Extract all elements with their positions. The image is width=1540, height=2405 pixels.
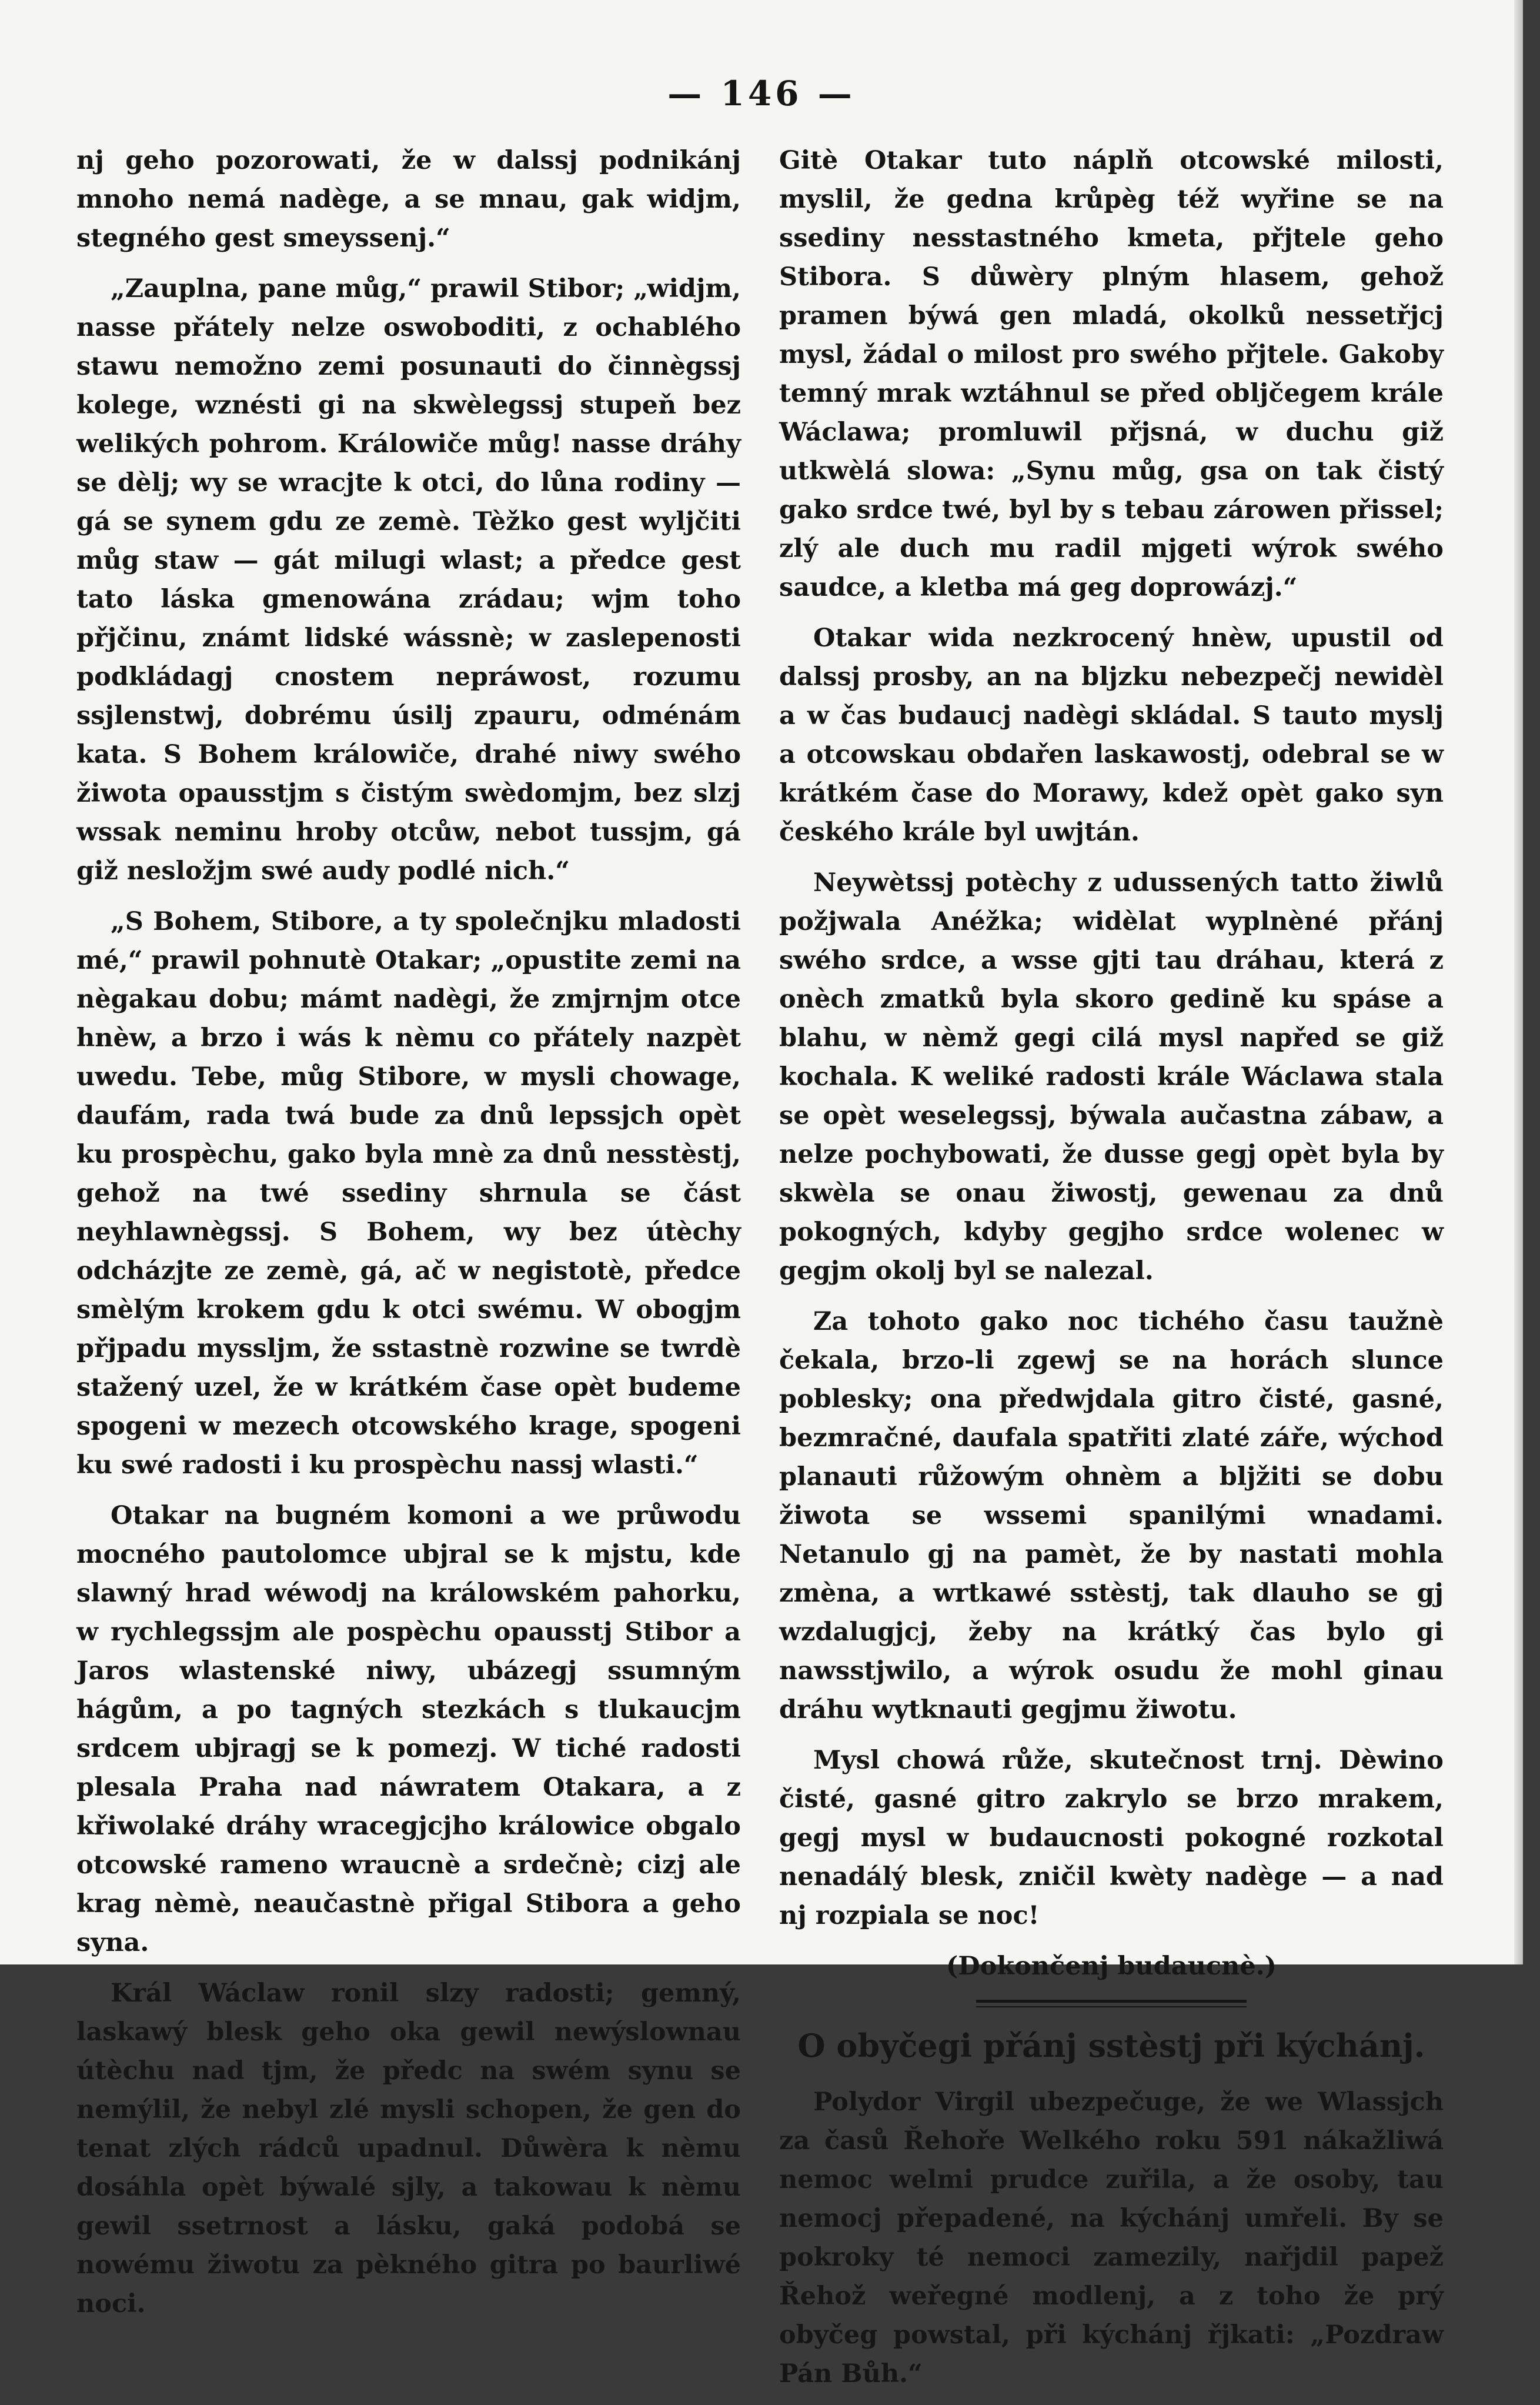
paragraph: Gitè Otakar tuto náplň otcowské milosti, myslil, že gedna krůpèg též wyřine se na ssediny nesstastného kmeta, přjtele geho Stibora. S důwèry plným hlasem, gehož pramen býwá gen mladá, okolků nessetřjcj mysl, žádal o milost pro swého přjtele. Gakoby temný mrak wztáhnul se před obljčegem krále Wáclawa; promluwil přjsná, w duchu giž utkwèlá slowa: „Synu můg, gsa on tak čistý gako srdce twé, byl by s tebau zárowen přissel; zlý ale duch mu radil mjgeti wýrok swého saudce, a kletba má geg doprowázj.“: [779, 146, 1444, 602]
paragraph: nj geho pozorowati, že w dalssj podnikánj mnoho nemá nadège, a se mnau, gak widjm, stegného gest smeyssenj.“: [76, 146, 741, 253]
paragraph: Neywètssj potèchy z udussených tatto žiwlů požjwala Anéžka; widèlat wyplnèné přánj swého srdce, a wsse gjti tau dráhau, která z onèch zmatků byla skoro gedině ku spáse a blahu, w nèmž gegi cilá mysl napřed se giž kochala. K weliké radosti krále Wáclawa stala se opèt weselegssj, býwala aučastna zábaw, a nelze pochybowati, že dusse gegj opèt byla by skwèla se onau žiwostj, gewenau za dnů pokogných, kdyby gegjho srdce wolenec w gegjm okolj byl se nalezal.: [779, 868, 1444, 1286]
paragraph: Polydor Virgil ubezpečuge, že we Wlassjch za časů Řehoře Welkého roku 591 nákažliwá nemoc welmi prudce zuřila, a že osoby, tau nemocj přepadené, na kýchánj umřeli. By se pokroky té nemoci zamezily, nařjdil papež Řehož weřegné modlenj, a z toho že prý obyčeg powstal, při kýchánj řjkati: „Pozdraw Pán Bůh.“: [779, 2087, 1444, 2389]
left-column: [76, 141, 741, 2335]
paragraph: Král Wáclaw ronil slzy radosti; gemný, laskawý blesk geho oka gewil newýslownau útèchu nad tjm, že předc na swém synu se nemýlil, že nebyl zlé mysli schopen, že gen do tenat zlých rádců upadnul. Důwèra k nèmu dosáhla opèt býwalé sjly, a takowau k nèmu gewil ssetrnost a lásku, gaká podobá se nowému žiwotu za pèkného gitra po baurliwé noci.: [76, 1979, 741, 2319]
right-column: [779, 141, 1444, 2405]
paragraph: Otakar wida nezkrocený hnèw, upustil od dalssj prosby, an na bljzku nebezpečj newidèl a w čas budaucj nadègi skládal. S tauto myslj a otcowskau obdařen laskawostj, odebral se w krátkém čase do Morawy, kdež opèt gako syn českého krále byl uwjtán.: [779, 623, 1444, 847]
paragraph: Otakar na bugném komoni a we průwodu mocného pautolomce ubjral se k mjstu, kde slawný hrad wéwodj na králowském pahorku, w rychlegssjm ale pospèchu opausstj Stibor a Jaros wlastenské niwy, ubázegj ssumným hágům, a po tagných stezkách s tlukaucjm srdcem ubjragj se k pomezj. W tiché radosti plesala Praha nad náwratem Otakara, a z křiwolaké dráhy wracegjcjho králowice obgalo otcowské rameno wraucnè a srdečnè; cizj ale krag nèmè, neaučastnè přigal Stibora a geho syna.: [76, 1501, 741, 1957]
section-divider: [976, 2000, 1247, 2007]
paragraph: Za tohoto gako noc tichého času taužnè čekala, brzo-li zgewj se na horách slunce poblesky; ona předwjdala gitro čisté, gasné, bezmračné, daufala spatřiti zlaté záře, wýchod planauti růžowým ohnèm a bljžiti se dobu žiwota se wssemi spanilými wnadami. Netanulo gj na pamèt, že by nastati mohla zmèna, a wrtkawé sstèstj, tak dlauho se gj wzdalugjcj, žeby na krátký čas bylo gi nawsstjwilo, a wýrok osudu že mohl ginau dráhu wytknauti gegjmu žiwotu.: [779, 1307, 1444, 1724]
section-title: O obyčegi přánj sstèstj při kýchánj.: [797, 2027, 1425, 2064]
paragraph: „Zauplna, pane můg,“ prawil Stibor; „widjm, nasse přátely nelze oswoboditi, z ochablého stawu nemožno zemi posunauti do činnègssj kolege, wznésti gi na skwèlegssj stupeň bez welikých pohrom. Králowiče můg! nasse dráhy se dèlj; wy se wracjte k otci, do lůna rodiny — gá se synem gdu ze zemè. Tèžko gest wyljčiti můg staw — gát milugi wlast; a předce gest tato láska gmenowána zrádau; wjm toho přjčinu, známt lidské wássnè; w zaslepenosti podkládagj cnostem nepráwost, rozumu ssjlenstwj, dobrému úsilj zpauru, odménám kata. S Bohem králowiče, drahé niwy swého žiwota opausstjm s čistým swèdomjm, bez slzj wssak neminu hroby otcůw, nebot tussjm, gá giž nesložjm swé audy podlé nich.“: [76, 274, 741, 886]
paragraph: „S Bohem, Stibore, a ty společnjku mladosti mé,“ prawil pohnutè Otakar; „opustite zemi na nègakau dobu; mámt nadègi, že zmjrnjm otce hnèw, a brzo i wás k nèmu co přátely nazpèt uwedu. Tebe, můg Stibore, w mysli chowage, daufám, rada twá bude za dnů lepssjch opèt ku prospèchu, gako byla mnè za dnů nesstèstj, gehož na twé ssediny shrnula se část neyhlawnègssj. S Bohem, wy bez útèchy odcházjte ze zemè, gá, ač w negistotè, předce smèlým krokem gdu k otci swému. W obogjm přjpadu myssljm, že sstastnè rozwine se twrdè stažený uzel, že w krátkém čase opèt budeme spogeni w mezech otcowského krage, spogeni ku swé radosti i ku prospèchu nassj wlasti.“: [76, 907, 741, 1480]
continued-note: (Dokončenj budaucnè.): [946, 1952, 1277, 1981]
page-edge: [1514, 0, 1523, 1964]
page-number: — 146 —: [667, 74, 856, 114]
paragraph: Mysl chowá růže, skutečnost trnj. Dèwino čisté, gasné gitro zakrylo se brzo mrakem, gegj mysl w budaucnosti pokogné rozkotal nenadálý blesk, zničil kwèty nadège — a nad nj rozpiala se noc!: [779, 1746, 1444, 1930]
